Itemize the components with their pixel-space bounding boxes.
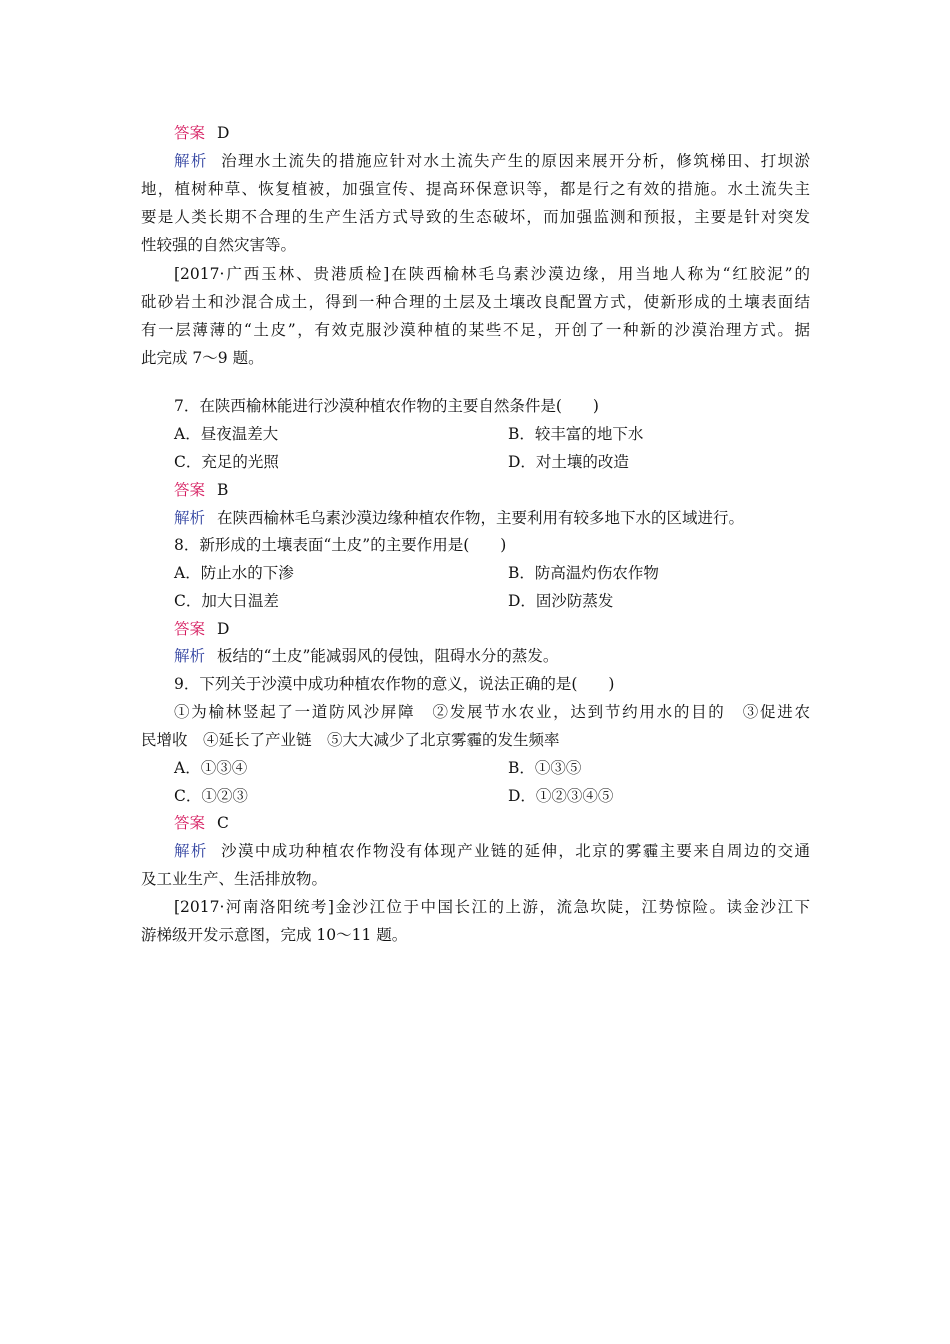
analysis-text: 及工业生产、生活排放物。 <box>141 870 328 888</box>
material-text: 有一层薄薄的“土皮”，有效克服沙漠种植的某些不足，开创了一种新的沙漠治理方式。据 <box>141 321 810 339</box>
analysis-text: 治理水土流失的措施应针对水土流失产生的原因来展开分析，修筑梯田、打坝淤 <box>219 152 810 170</box>
analysis-label: 解析 <box>174 509 206 527</box>
option-d: D．①②③④⑤ <box>508 787 614 805</box>
material-text: 砒砂岩土和沙混合成土，得到一种合理的土层及土壤改良配置方式，使新形成的土壤表面结 <box>141 293 810 311</box>
option-d: D．固沙防蒸发 <box>508 592 614 610</box>
question-stem: 9．下列关于沙漠中成功种植农作物的意义，说法正确的是( ) <box>174 675 615 693</box>
answer-value: D <box>217 124 230 142</box>
statements-text: 民增收 ④延长了产业链 ⑤大大减少了北京雾霾的发生频率 <box>141 731 560 749</box>
answer-value: C <box>217 814 229 832</box>
analysis-row <box>174 646 558 666</box>
answer-label: 答案 <box>174 620 206 638</box>
analysis-text: 要是人类长期不合理的生产生活方式导致的生态破坏，而加强监测和预报，主要是针对突发 <box>141 208 810 226</box>
answer-value: D <box>217 620 230 638</box>
material-text: 游梯级开发示意图，完成 10～11 题。 <box>141 926 408 944</box>
analysis-row <box>174 151 810 171</box>
answer-row <box>174 813 229 833</box>
option-d: D．对土壤的改造 <box>508 453 629 471</box>
analysis-text: 地，植树种草、恢复植被，加强宣传、提高环保意识等，都是行之有效的措施。水土流失主 <box>141 180 810 198</box>
analysis-row <box>174 508 744 528</box>
analysis-label: 解析 <box>174 842 208 860</box>
analysis-row <box>174 841 810 861</box>
answer-label: 答案 <box>174 481 206 499</box>
option-b: B．较丰富的地下水 <box>508 425 644 443</box>
option-a: A．①③④ <box>174 759 248 777</box>
analysis-text: 性较强的自然灾害等。 <box>141 236 297 254</box>
option-c: C．加大日温差 <box>174 592 279 610</box>
answer-row <box>174 619 229 639</box>
statements-text: ①为榆林竖起了一道防风沙屏障 ②发展节水农业，达到节约用水的目的 ③促进农 <box>174 703 810 721</box>
answer-row <box>174 123 229 143</box>
option-c: C．充足的光照 <box>174 453 279 471</box>
option-a: A．防止水的下渗 <box>174 564 294 582</box>
option-c: C．①②③ <box>174 787 248 805</box>
question-stem: 7．在陕西榆林能进行沙漠种植农作物的主要自然条件是( ) <box>174 397 599 415</box>
answer-label: 答案 <box>174 124 206 142</box>
answer-label: 答案 <box>174 814 206 832</box>
analysis-label: 解析 <box>174 152 208 170</box>
material-text: [2017·河南洛阳统考]金沙江位于中国长江的上游，流急坎陡，江势惊险。读金沙江下 <box>174 898 810 916</box>
answer-row <box>174 480 228 500</box>
material-text: [2017·广西玉林、贵港质检]在陕西榆林毛乌素沙漠边缘，用当地人称为“红胶泥”的 <box>174 265 810 283</box>
analysis-label: 解析 <box>174 647 206 665</box>
option-b: B．①③⑤ <box>508 759 582 777</box>
option-b: B．防高温灼伤农作物 <box>508 564 659 582</box>
question-stem: 8．新形成的土壤表面“土皮”的主要作用是( ) <box>174 536 507 554</box>
option-a: A．昼夜温差大 <box>174 425 279 443</box>
analysis-text: 板结的“土皮”能减弱风的侵蚀，阻碍水分的蒸发。 <box>217 647 559 665</box>
answer-value: B <box>217 481 229 499</box>
analysis-text: 在陕西榆林毛乌素沙漠边缘种植农作物，主要利用有较多地下水的区域进行。 <box>217 509 745 527</box>
analysis-text: 沙漠中成功种植农作物没有体现产业链的延伸，北京的雾霾主要来自周边的交通 <box>219 842 810 860</box>
material-text: 此完成 7～9 题。 <box>141 349 264 367</box>
